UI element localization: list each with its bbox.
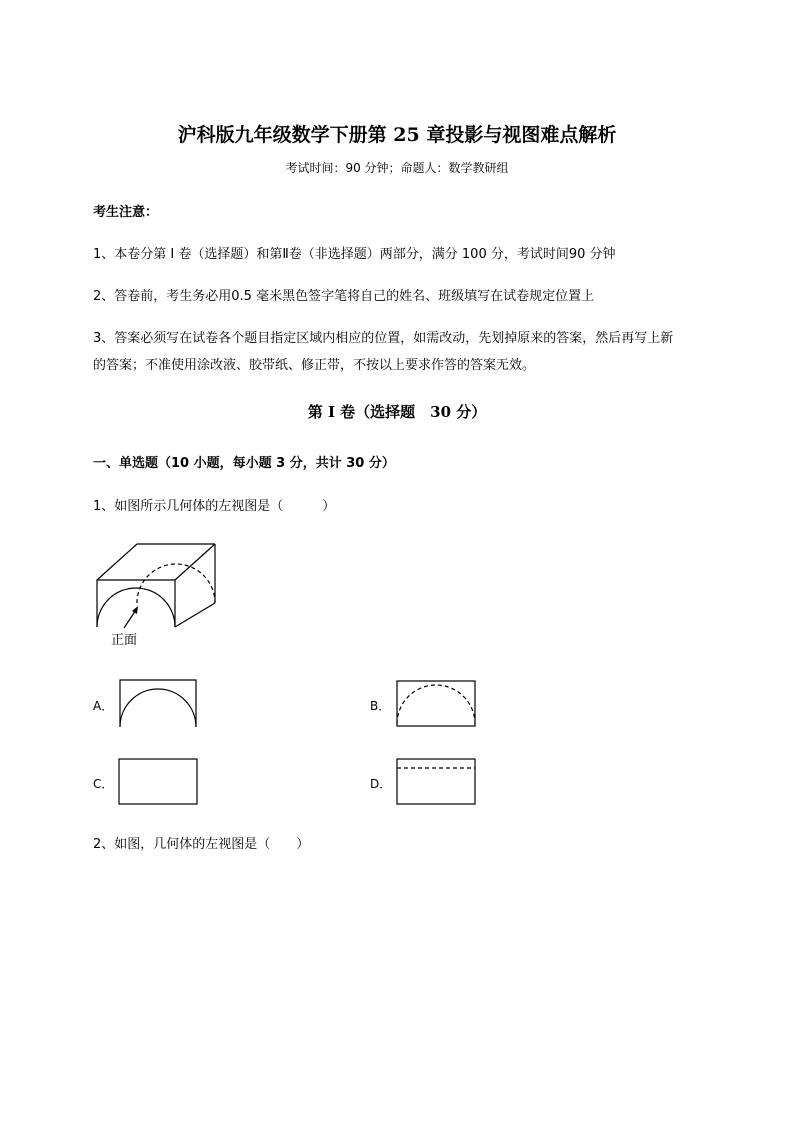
page-title: 沪科版九年级数学下册第 25 章投影与视图难点解析 — [177, 124, 617, 146]
option-c-label[interactable]: C． — [93, 777, 114, 791]
option-d-label[interactable]: D． — [370, 777, 392, 791]
notice-item-2: 2、答卷前，考生务必用0.5 毫米黑色签字笔将自己的姓名、班级填写在试卷规定位置上 — [93, 289, 595, 304]
solid-figure — [92, 542, 232, 632]
notice-heading: 考生注意： — [93, 205, 159, 220]
option-b-figure[interactable] — [396, 679, 478, 729]
notice-item-1: 1、本卷分第 I 卷（选择题）和第Ⅱ卷（非选择题）两部分，满分 100 分，考试时间90 分钟 — [93, 247, 616, 262]
notice-item-3-cont: 的答案；不准使用涂改液、胶带纸、修正带，不按以上要求作答的答案无效。 — [93, 358, 536, 373]
option-d-figure[interactable] — [396, 758, 478, 808]
option-a-figure[interactable] — [118, 678, 198, 730]
option-b-label[interactable]: B． — [370, 699, 391, 713]
option-c-figure[interactable] — [118, 758, 200, 808]
option-a-label[interactable]: A． — [93, 699, 114, 713]
front-view-label: 正面 — [111, 633, 138, 648]
question-2-text: 2、如图，几何体的左视图是（ ） — [93, 837, 310, 852]
section-title: 第 I 卷（选择题 30 分） — [307, 403, 487, 421]
part-heading: 一、单选题（10 小题，每小题 3 分，共计 30 分） — [93, 456, 395, 471]
notice-item-3: 3、答案必须写在试卷各个题目指定区域内相应的位置，如需改动，先划掉原来的答案，然后再写上新 — [93, 331, 674, 346]
exam-info: 考试时间：90 分钟；命题人：数学教研组 — [285, 161, 509, 175]
question-1-text: 1、如图所示几何体的左视图是（ ） — [93, 499, 336, 514]
